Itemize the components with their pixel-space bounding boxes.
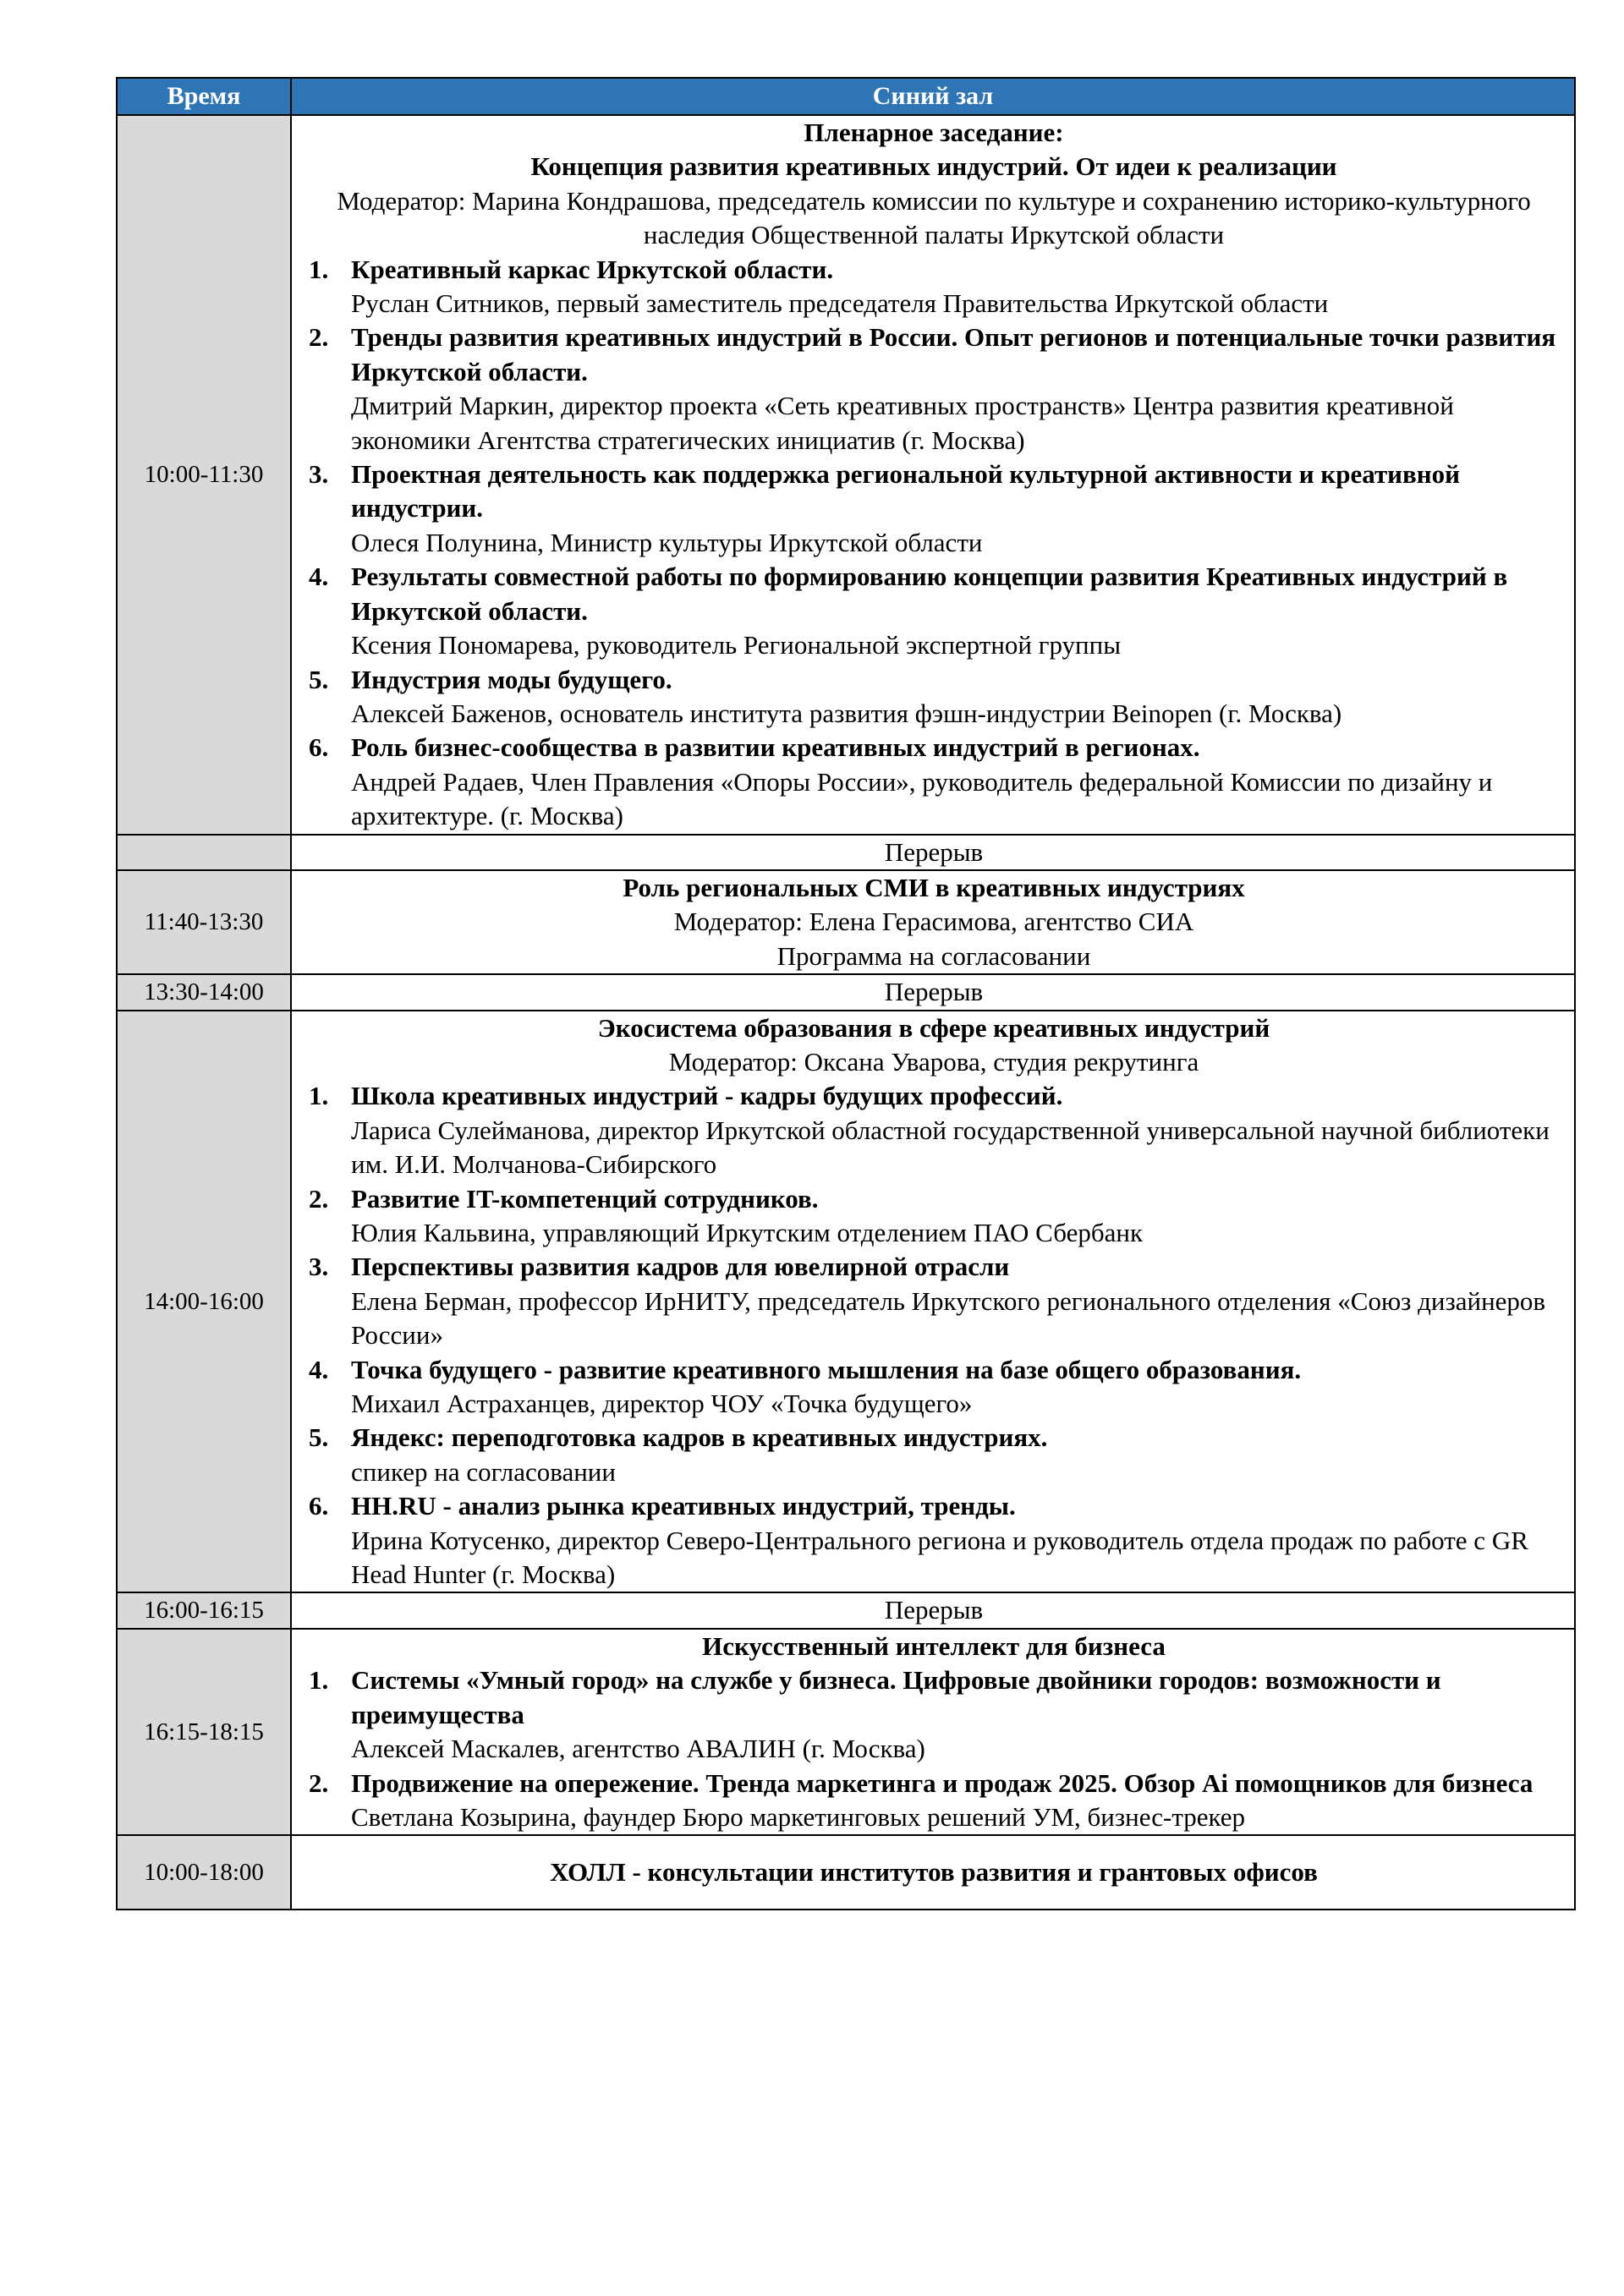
session-row-media [117,870,1575,974]
talk-number: 1. [309,254,329,284]
talk-item [302,1421,1566,1489]
talk-speaker: Андрей Радаев, Член Правления «Опоры России», руководитель федеральной Комиссии по дизайну и архитектуре. (г. Москва) [351,766,1493,831]
column-header-hall: Синий зал [291,78,1575,115]
session-row-holl [117,1835,1575,1910]
talk-speaker: Михаил Астраханцев, директор ЧОУ «Точка будущего» [351,1389,973,1419]
time-cell: 16:00-16:15 [117,1592,291,1628]
session-content [291,1629,1575,1835]
break-row [117,835,1575,870]
talk-title: Системы «Умный город» на службе у бизнеса. Цифровые двойники городов: возможности и преимущества [351,1665,1441,1729]
break-label: Перерыв [291,974,1575,1010]
talk-number: 3. [309,1252,329,1282]
talk-speaker: Елена Берман, профессор ИрНИТУ, председатель Иркутского регионального отделения «Союз дизайнеров России» [351,1285,1546,1351]
talk-list [302,1079,1566,1592]
time-cell: 11:40-13:30 [117,870,291,974]
time-cell: 16:15-18:15 [117,1629,291,1835]
talk-speaker: спикер на согласовании [351,1456,616,1487]
talk-title: Результаты совместной работы по формированию концепции развития Креативных индустрий в Иркутской области. [351,562,1508,626]
talk-number: 4. [309,1354,329,1384]
talk-speaker: Дмитрий Маркин, директор проекта «Сеть креативных пространств» Центра развития креативной экономики Агентства стратегических инициатив (г. Москва) [351,391,1454,455]
time-cell: 10:00-18:00 [117,1835,291,1910]
talk-item [302,1079,1566,1181]
break-row [117,974,1575,1010]
talk-item [302,1663,1566,1766]
talk-number: 6. [309,732,329,763]
talk-title: Школа креативных индустрий - кадры будущих профессий. [351,1081,1063,1111]
talk-title: Перспективы развития кадров для ювелирной отрасли [351,1252,1010,1282]
talk-title: Креативный каркас Иркутской области. [351,254,834,284]
talk-title: HH.RU - анализ рынка креативных индустрий, тренды. [351,1491,1016,1521]
talk-speaker: Лариса Сулейманова, директор Иркутской областной государственной универсальной научной библиотеки им. И.И. Молчанова-Сибирского [351,1115,1550,1180]
session-content [291,115,1575,835]
talk-number: 2. [309,1767,329,1798]
talk-item [302,1353,1566,1422]
talk-title: Проектная деятельность как поддержка региональной культурной активности и креативной индустрии. [351,459,1461,523]
talk-speaker: Ксения Пономарева, руководитель Региональной экспертной группы [351,630,1122,660]
talk-item [302,1250,1566,1352]
session-moderator: Модератор: Оксана Уварова, студия рекрутинга [668,1046,1199,1077]
talk-title: Точка будущего - развитие креативного мышления на базе общего образования. [351,1354,1302,1384]
session-subtitle: Концепция развития креативных индустрий. От идеи к реализации [530,151,1337,182]
table-header-row [117,78,1575,115]
talk-speaker: Светлана Козырина, фаундер Бюро маркетинговых решений УМ, бизнес-трекер [351,1801,1246,1832]
talk-title: Роль бизнес-сообщества в развитии креативных индустрий в регионах. [351,732,1200,763]
session-moderator: Модератор: Марина Кондрашова, председатель комиссии по культуре и сохранению историко-культурного наследия Общественной палаты Иркутской области [337,185,1531,250]
break-label: Перерыв [291,1592,1575,1628]
session-moderator: Модератор: Елена Герасимова, агентство СИА [673,907,1194,937]
talk-speaker: Олеся Полунина, Министр культуры Иркутской области [351,527,983,557]
talk-list [302,253,1566,834]
column-header-time: Время [117,78,291,115]
talk-item [302,1767,1566,1835]
talk-item [302,253,1566,321]
talk-item [302,321,1566,458]
talk-list [302,1663,1566,1834]
session-row-education [117,1011,1575,1593]
talk-item [302,663,1566,732]
talk-item [302,458,1566,560]
talk-title: Индустрия моды будущего. [351,664,672,694]
program-document [116,77,1574,1910]
talk-speaker: Юлия Кальвина, управляющий Иркутским отделением ПАО Сбербанк [351,1218,1144,1247]
break-label: Перерыв [291,835,1575,870]
break-row [117,1592,1575,1628]
session-title: Роль региональных СМИ в креативных индустриях [623,872,1245,902]
session-row-plenary [117,115,1575,835]
time-cell: 13:30-14:00 [117,974,291,1010]
time-cell: 14:00-16:00 [117,1011,291,1593]
session-title: Экосистема образования в сфере креативных индустрий [597,1012,1270,1043]
session-content [291,870,1575,974]
talk-title: Яндекс: переподготовка кадров в креативных индустриях. [351,1422,1048,1453]
talk-number: 6. [309,1491,329,1521]
talk-number: 5. [309,664,329,694]
talk-title: Развитие IT-компетенций сотрудников. [351,1183,819,1214]
time-cell: 10:00-11:30 [117,115,291,835]
talk-number: 1. [309,1665,329,1696]
talk-number: 4. [309,562,329,592]
talk-title: Продвижение на опережение. Тренда маркетинга и продаж 2025. Обзор Ai помощников для бизнеса [351,1767,1533,1798]
session-title: Пленарное заседание: [804,118,1064,147]
talk-number: 3. [309,459,329,490]
talk-title: Тренды развития креативных индустрий в России. Опыт регионов и потенциальные точки развития Иркутской области. [351,322,1556,386]
time-cell [117,835,291,870]
talk-number: 5. [309,1422,329,1453]
session-title: ХОЛЛ - консультации институтов развития и грантовых офисов [291,1835,1575,1910]
session-row-ai [117,1629,1575,1835]
talk-item [302,1489,1566,1592]
session-content [291,1011,1575,1593]
talk-speaker: Алексей Маскалев, агентство АВАЛИН (г. Москва) [351,1734,925,1764]
talk-speaker: Ирина Котусенко, директор Северо-Центрального региона и руководитель отдела продаж по работе с GR Head Hunter (г. Москва) [351,1525,1528,1590]
session-title: Искусственный интеллект для бизнеса [702,1630,1166,1661]
talk-item [302,1182,1566,1251]
session-note: Программа на согласовании [776,940,1091,971]
schedule-table [116,77,1576,1910]
talk-number: 1. [309,1081,329,1111]
talk-speaker: Алексей Баженов, основатель института развития фэшн-индустрии Beinopen (г. Москва) [351,698,1342,728]
talk-item [302,560,1566,662]
talk-number: 2. [309,1183,329,1214]
talk-item [302,731,1566,833]
talk-speaker: Руслан Ситников, первый заместитель председателя Правительства Иркутской области [351,288,1329,319]
talk-number: 2. [309,322,329,353]
